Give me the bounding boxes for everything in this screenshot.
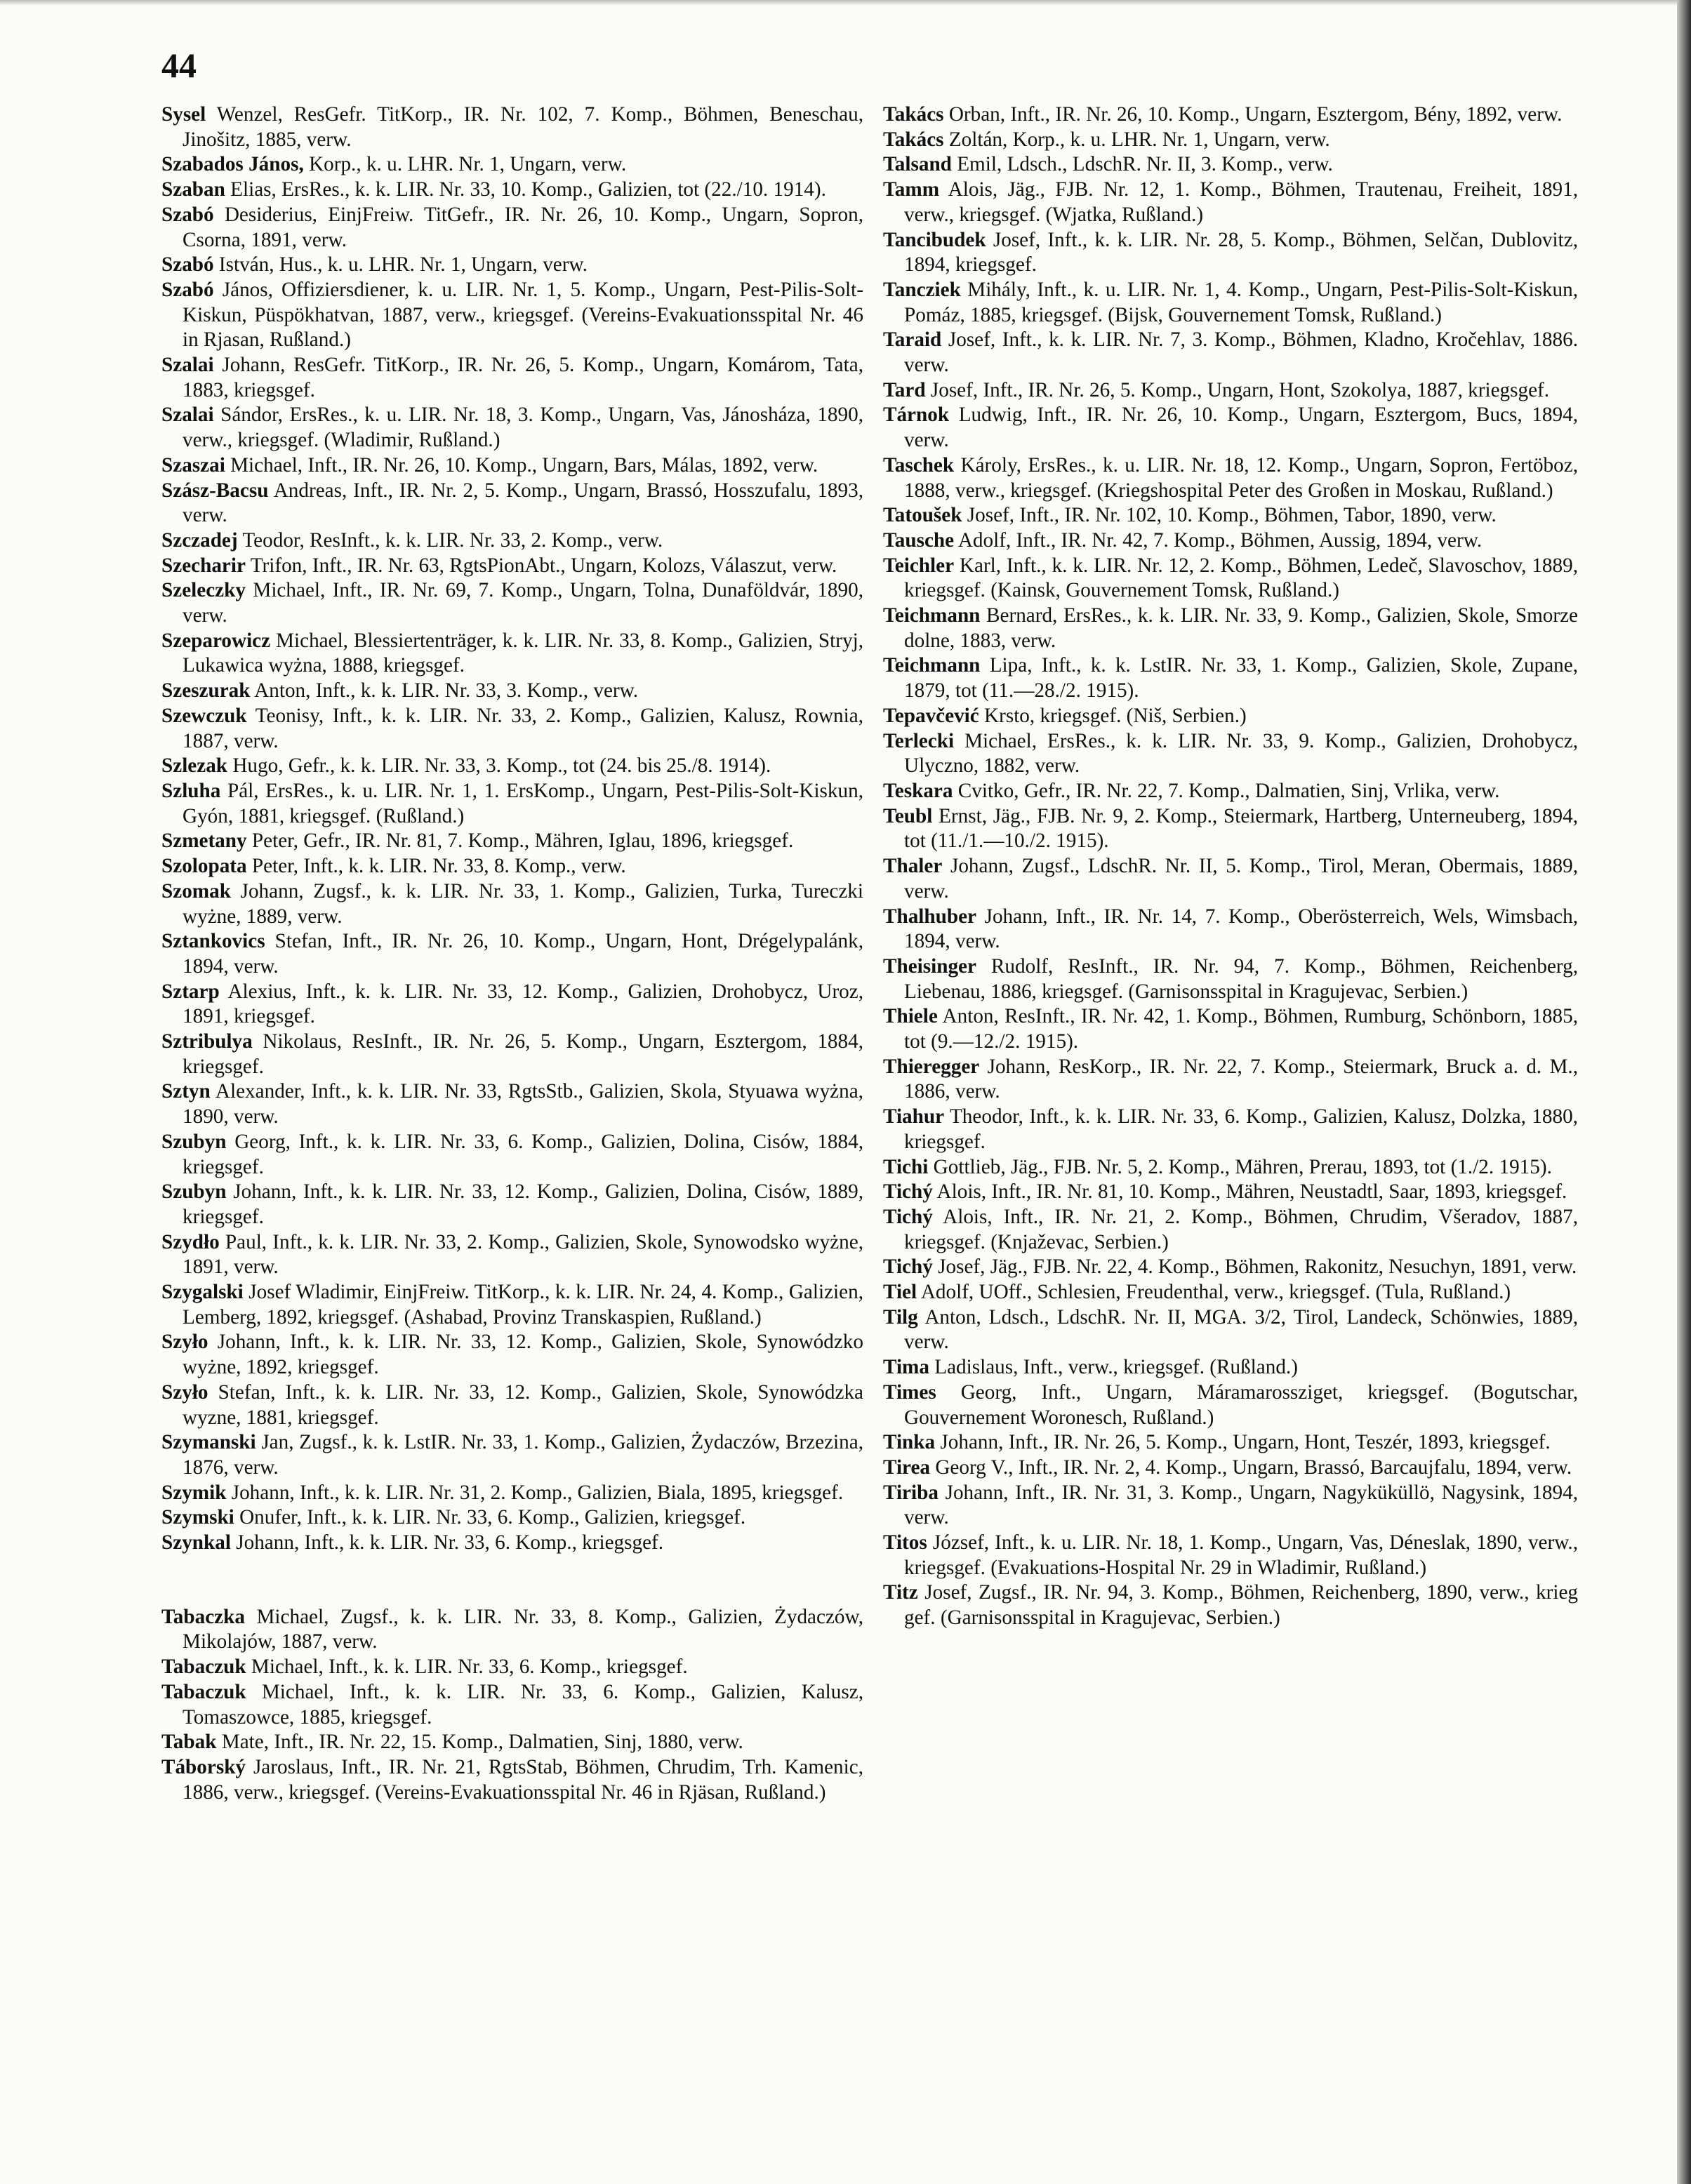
list-entry — [161, 1180, 863, 1230]
entry-name: Teichmann — [883, 654, 981, 677]
entry-name: Sztankovics — [161, 930, 265, 953]
list-entry — [161, 528, 863, 554]
list-entry — [883, 604, 1578, 653]
entry-name: Tirea — [883, 1456, 931, 1479]
entry-name: Szubyn — [161, 1130, 227, 1153]
entry-name: Tabaczuk — [161, 1680, 246, 1703]
entry-text: Hugo, Gefr., k. k. LIR. Nr. 33, 3. Komp., tot (24. bis 25./8. 1914). — [232, 754, 771, 778]
list-entry — [161, 980, 863, 1030]
list-entry — [883, 1305, 1578, 1355]
entry-name: Szolopata — [161, 855, 247, 878]
list-entry — [883, 1105, 1578, 1154]
entry-name: Szalai — [161, 354, 214, 377]
list-entry — [161, 1730, 863, 1755]
entry-text: Pál, ErsRes., k. u. LIR. Nr. 1, 1. ErsKomp., Ungarn, Pest-Pilis-Solt-Kiskun, Gyón, 1881, kriegsgef. (Rußland.) — [183, 779, 863, 827]
entry-name: Tárnok — [883, 404, 950, 427]
list-entry — [161, 1330, 863, 1380]
entry-text: Wenzel, ResGefr. TitKorp., IR. Nr. 102, 7. Komp., Böhmen, Beneschau, Jinošitz, 1885, verw. — [183, 103, 863, 151]
list-entry — [883, 1155, 1578, 1180]
list-entry — [883, 1255, 1578, 1280]
list-entry — [161, 779, 863, 829]
entry-text: Nikolaus, ResInft., IR. Nr. 26, 5. Komp., Ungarn, Esztergom, 1884, kriegsgef. — [183, 1030, 863, 1078]
list-entry — [161, 754, 863, 779]
entry-text: Rudolf, ResInft., IR. Nr. 94, 7. Komp., Böhmen, Reichenberg, Liebenau, 1886, kriegsgef. (Garnisonsspital in Kragujevac, Serbien.) — [904, 954, 1579, 1003]
list-entry — [883, 278, 1578, 328]
entry-text: Josef, Jäg., FJB. Nr. 22, 4. Komp., Böhmen, Rakonitz, Nesuchyn, 1891, verw. — [938, 1256, 1577, 1279]
list-entry — [161, 629, 863, 679]
entry-text: Johann, Zugsf., LdschR. Nr. II, 5. Komp., Tirol, Meran, Obermais, 1889, verw. — [904, 855, 1578, 903]
list-entry — [161, 1531, 863, 1556]
list-entry — [161, 829, 863, 854]
entry-name: Szabados János, — [161, 153, 304, 176]
entry-text: Josef, Inft., IR. Nr. 26, 5. Komp., Ungarn, Hont, Szokolya, 1887, kriegsgef. — [930, 378, 1550, 401]
entry-text: Stefan, Inft., k. k. LIR. Nr. 33, 12. Komp., Galizien, Skole, Synowódzka wyzne, 1881, kriegsgef. — [183, 1380, 863, 1429]
entry-name: Táborský — [161, 1756, 246, 1778]
entry-text: Gottlieb, Jäg., FJB. Nr. 5, 2. Komp., Mähren, Prerau, 1893, tot (1./2. 1915). — [933, 1155, 1552, 1178]
list-entry — [161, 1505, 863, 1531]
section-gap — [161, 1556, 863, 1605]
list-entry — [161, 203, 863, 253]
entry-name: Sztarp — [161, 980, 220, 1003]
entry-name: Szaban — [161, 178, 225, 201]
entry-name: Tinka — [883, 1431, 936, 1454]
list-entry — [883, 403, 1578, 453]
entry-name: Thiele — [883, 1005, 938, 1028]
list-entry — [883, 1380, 1578, 1430]
entry-text: Johann, Inft., IR. Nr. 31, 3. Komp., Ungarn, Nagyküküllö, Nagysink, 1894, verw. — [904, 1481, 1578, 1529]
entry-text: Alois, Inft., IR. Nr. 21, 2. Komp., Böhmen, Chrudim, Všeradov, 1887, kriegsgef. (Knjaževac, Serbien.) — [904, 1205, 1578, 1253]
entry-name: Teskara — [883, 779, 953, 802]
list-entry — [883, 1355, 1578, 1380]
list-entry — [883, 1004, 1578, 1054]
entry-name: Szymanski — [161, 1431, 256, 1454]
list-entry — [161, 1605, 863, 1655]
entry-name: Teubl — [883, 804, 933, 827]
entry-name: Tiel — [883, 1281, 917, 1304]
entry-name: Szabó — [161, 278, 214, 301]
list-entry — [161, 1230, 863, 1280]
entry-text: Desiderius, EinjFreiw. TitGefr., IR. Nr. 26, 10. Komp., Ungarn, Sopron, Csorna, 1891, verw. — [183, 203, 864, 251]
entry-name: Szydło — [161, 1230, 220, 1253]
entry-name: Szluha — [161, 779, 221, 802]
entry-text: Georg V., Inft., IR. Nr. 2, 4. Komp., Ungarn, Brassó, Barcaujfalu, 1894, verw. — [935, 1456, 1572, 1479]
list-entry — [883, 128, 1578, 153]
entry-name: Szeparowicz — [161, 629, 271, 652]
list-entry — [883, 1280, 1578, 1305]
entry-name: Talsand — [883, 153, 952, 176]
list-entry — [883, 102, 1578, 128]
entry-text: Alois, Inft., IR. Nr. 81, 10. Komp., Mähren, Neustadtl, Saar, 1893, kriegsgef. — [936, 1180, 1567, 1204]
list-entry — [161, 453, 863, 479]
list-entry — [161, 1755, 863, 1805]
entry-name: Szeleczky — [161, 579, 246, 602]
list-entry — [161, 1481, 863, 1506]
entry-name: Thaler — [883, 855, 943, 878]
entry-name: Szymski — [161, 1506, 234, 1529]
list-entry — [883, 528, 1578, 554]
list-entry — [161, 178, 863, 203]
entry-name: Taschek — [883, 453, 955, 477]
entry-text: Orban, Inft., IR. Nr. 26, 10. Komp., Ungarn, Esztergom, Bény, 1892, verw. — [948, 103, 1563, 126]
list-entry — [161, 578, 863, 628]
list-entry — [883, 453, 1578, 503]
entry-text: Michael, Blessiertenträger, k. k. LIR. Nr. 33, 8. Komp., Galizien, Stryj, Lukawica wyżna, 1888, kriegsgef. — [183, 629, 863, 677]
entry-name: Tausche — [883, 528, 955, 552]
entry-name: Tichý — [883, 1256, 933, 1279]
entry-text: Anton, ResInft., IR. Nr. 42, 1. Komp., Böhmen, Rumburg, Schönborn, 1885, tot (9.—12./2. 1915). — [904, 1005, 1578, 1053]
list-entry — [161, 1430, 863, 1480]
entry-name: Sysel — [161, 103, 206, 126]
entry-name: Tichý — [883, 1205, 933, 1228]
entry-name: Theisinger — [883, 954, 976, 978]
entry-text: Stefan, Inft., IR. Nr. 26, 10. Komp., Ungarn, Hont, Drégelypalánk, 1894, verw. — [183, 930, 864, 978]
entry-text: Michael, Inft., IR. Nr. 69, 7. Komp., Ungarn, Tolna, Dunaföldvár, 1890, verw. — [183, 579, 864, 627]
list-entry — [161, 1655, 863, 1680]
list-entry — [161, 1030, 863, 1079]
entry-text: János, Offiziersdiener, k. u. LIR. Nr. 1, 5. Komp., Ungarn, Pest-Pilis-Solt-Kiskun, Püspökhatvan, 1887, verw., kriegsgef. (Vereins-Evakuationsspital Nr. 46 in Rjasan, Rußland.) — [183, 278, 863, 352]
list-entry — [883, 1456, 1578, 1481]
entry-name: Tilg — [883, 1305, 918, 1329]
entry-name: Tamm — [883, 178, 940, 201]
scan-edge-top — [0, 0, 1691, 6]
entry-text: Zoltán, Korp., k. u. LHR. Nr. 1, Ungarn, verw. — [948, 128, 1330, 151]
entry-name: Tabaczka — [161, 1605, 245, 1628]
list-entry — [883, 1205, 1578, 1255]
entry-name: Tancibudek — [883, 228, 986, 251]
entry-text: Károly, ErsRes., k. u. LIR. Nr. 18, 12. Komp., Ungarn, Sopron, Fertöboz, 1888, verw., kriegsgef. (Kriegshospital Peter des Großen in Moskau, Rußland.) — [904, 453, 1579, 502]
list-entry — [161, 403, 863, 453]
list-entry — [883, 704, 1578, 729]
entry-text: Trifon, Inft., IR. Nr. 63, RgtsPionAbt., Ungarn, Kolozs, Válaszut, verw. — [250, 554, 837, 577]
entry-text: Anton, Inft., k. k. LIR. Nr. 33, 3. Komp., verw. — [254, 679, 639, 703]
entry-name: Sztyn — [161, 1080, 211, 1103]
entry-text: Adolf, UOff., Schlesien, Freudenthal, verw., kriegsgef. (Tula, Rußland.) — [920, 1281, 1511, 1304]
entry-text: Johann, Zugsf., k. k. LIR. Nr. 33, 1. Komp., Galizien, Turka, Tureczki wyżne, 1889, verw. — [183, 879, 863, 928]
list-entry — [883, 1055, 1578, 1105]
list-entry — [883, 1180, 1578, 1205]
entry-name: Szyło — [161, 1331, 208, 1354]
entry-name: Szmetany — [161, 830, 247, 853]
entry-text: Josef, Inft., k. k. LIR. Nr. 28, 5. Komp., Böhmen, Selčan, Dublovitz, 1894, kriegsgef. — [904, 228, 1578, 277]
list-entry — [883, 1481, 1578, 1531]
list-entry — [161, 1380, 863, 1430]
entry-name: Szabó — [161, 203, 214, 226]
entry-name: Szomak — [161, 879, 231, 903]
entry-name: Szewczuk — [161, 704, 247, 727]
list-entry — [161, 879, 863, 929]
entry-name: Szczadej — [161, 528, 238, 552]
entry-text: Michael, Inft., IR. Nr. 26, 10. Komp., Ungarn, Bars, Málas, 1892, verw. — [230, 453, 818, 477]
list-entry — [161, 278, 863, 353]
entry-name: Tabak — [161, 1731, 217, 1754]
list-entry — [883, 152, 1578, 178]
entry-text: Andreas, Inft., IR. Nr. 2, 5. Komp., Ungarn, Brassó, Hosszufalu, 1893, verw. — [183, 479, 864, 527]
entry-text: Jaroslaus, Inft., IR. Nr. 21, RgtsStab, Böhmen, Chrudim, Trh. Kamenic, 1886, verw., kriegsgef. (Vereins-Evakuationsspital Nr. 46 in Rjäsan, Rußland.) — [183, 1756, 863, 1804]
entry-text: Anton, Ldsch., LdschR. Nr. II, MGA. 3/2, Tirol, Landeck, Schönwies, 1889, verw. — [904, 1305, 1578, 1354]
right-column — [883, 102, 1578, 1631]
entry-text: Mate, Inft., IR. Nr. 22, 15. Komp., Dalmatien, Sinj, 1880, verw. — [221, 1731, 743, 1754]
entry-text: Johann, Inft., IR. Nr. 14, 7. Komp., Oberösterreich, Wels, Wimsbach, 1894, verw. — [904, 905, 1578, 953]
entry-name: Tichý — [883, 1180, 933, 1204]
entry-text: Josef Wladimir, EinjFreiw. TitKorp., k. k. LIR. Nr. 24, 4. Komp., Galizien, Lemberg, 1892, kriegsgef. (Ashabad, Provinz Transkaspien, Rußland.) — [183, 1281, 863, 1329]
list-entry — [883, 1430, 1578, 1456]
list-entry — [883, 1531, 1578, 1580]
entry-name: Szeszurak — [161, 679, 251, 703]
entry-name: Terlecki — [883, 729, 955, 752]
entry-name: Thalhuber — [883, 905, 977, 928]
entry-text: Josef, Inft., k. k. LIR. Nr. 7, 3. Komp., Böhmen, Kladno, Kročehlav, 1886. verw. — [904, 328, 1578, 377]
entry-name: Szász-Bacsu — [161, 479, 269, 502]
list-entry — [161, 102, 863, 152]
entry-text: Elias, ErsRes., k. k. LIR. Nr. 33, 10. Komp., Galizien, tot (22./10. 1914). — [230, 178, 826, 201]
entry-text: Lipa, Inft., k. k. LstIR. Nr. 33, 1. Komp., Galizien, Skole, Zupane, 1879, tot (11.—28./2. 1915). — [904, 654, 1579, 703]
entry-name: Sztribulya — [161, 1030, 253, 1053]
list-entry — [161, 854, 863, 879]
list-entry — [883, 554, 1578, 604]
entry-text: Mihály, Inft., k. u. LIR. Nr. 1, 4. Komp., Ungarn, Pest-Pilis-Solt-Kiskun, Pomáz, 1885, kriegsgef. (Bijsk, Gouvernement Tomsk, Rußland.) — [904, 278, 1579, 326]
list-entry — [883, 228, 1578, 278]
entry-name: Szecharir — [161, 554, 246, 577]
list-entry — [161, 152, 863, 178]
entry-text: Korp., k. u. LHR. Nr. 1, Ungarn, verw. — [309, 153, 627, 176]
entry-name: Tancziek — [883, 278, 961, 301]
entry-name: Titos — [883, 1531, 927, 1554]
entry-text: Teonisy, Inft., k. k. LIR. Nr. 33, 2. Komp., Galizien, Kalusz, Rownia, 1887, verw. — [183, 704, 864, 752]
list-entry — [161, 253, 863, 278]
entry-text: Ladislaus, Inft., verw., kriegsgef. (Rußland.) — [934, 1356, 1298, 1379]
entry-name: Szynkal — [161, 1531, 231, 1554]
entry-text: Onufer, Inft., k. k. LIR. Nr. 33, 6. Komp., Galizien, kriegsgef. — [239, 1506, 746, 1529]
list-entry — [161, 1680, 863, 1730]
entry-name: Thieregger — [883, 1055, 980, 1078]
entry-name: Szlezak — [161, 754, 228, 778]
entry-name: Szygalski — [161, 1281, 244, 1304]
entry-text: István, Hus., k. u. LHR. Nr. 1, Ungarn, verw. — [218, 253, 588, 277]
entry-text: Georg, Inft., Ungarn, Máramarossziget, kriegsgef. (Bogutschar, Gouvernement Woronesch, Rußland.) — [904, 1380, 1579, 1429]
list-entry — [161, 1079, 863, 1129]
list-entry — [883, 779, 1578, 804]
entry-name: Teichler — [883, 554, 955, 577]
entry-text: Johann, ResGefr. TitKorp., IR. Nr. 26, 5. Komp., Ungarn, Komárom, Tata, 1883, kriegsgef. — [183, 354, 864, 401]
entry-text: Georg, Inft., k. k. LIR. Nr. 33, 6. Komp., Galizien, Dolina, Cisów, 1884, kriegsgef. — [183, 1130, 864, 1178]
entry-text: Michael, Inft., k. k. LIR. Nr. 33, 6. Komp., kriegsgef. — [251, 1656, 688, 1679]
entry-text: Alexander, Inft., k. k. LIR. Nr. 33, RgtsStb., Galizien, Skola, Styuawa wyżna, 1890, verw. — [183, 1080, 863, 1128]
entry-name: Tiahur — [883, 1105, 945, 1128]
entry-text: Johann, Inft., k. k. LIR. Nr. 33, 12. Komp., Galizien, Dolina, Cisów, 1889, kriegsgef. — [183, 1180, 863, 1228]
entry-text: Alois, Jäg., FJB. Nr. 12, 1. Komp., Böhmen, Trautenau, Freiheit, 1891, verw., kriegsgef. (Wjatka, Rußland.) — [904, 178, 1578, 226]
entry-text: Josef, Zugsf., IR. Nr. 94, 3. Komp., Böhmen, Reichenberg, 1890, verw., krieg gef. (Garnisonsspital in Kragujevac, Serbien.) — [904, 1581, 1579, 1630]
list-entry — [161, 929, 863, 979]
list-entry — [161, 353, 863, 403]
list-entry — [883, 378, 1578, 404]
entry-text: Ernst, Jäg., FJB. Nr. 9, 2. Komp., Steiermark, Hartberg, Unterneuberg, 1894, tot (11./1.—10./2. 1915). — [904, 804, 1578, 853]
list-entry — [883, 653, 1578, 703]
entry-name: Szalai — [161, 404, 214, 427]
entry-name: Szyło — [161, 1380, 208, 1404]
entry-text: Johann, Inft., k. k. LIR. Nr. 33, 6. Komp., kriegsgef. — [236, 1531, 664, 1554]
list-entry — [161, 479, 863, 528]
entry-text: Johann, Inft., k. k. LIR. Nr. 31, 2. Komp., Galizien, Biala, 1895, kriegsgef. — [231, 1481, 844, 1504]
list-entry — [883, 178, 1578, 227]
entry-name: Tard — [883, 378, 926, 401]
list-entry — [161, 704, 863, 754]
list-entry — [161, 1280, 863, 1330]
entry-text: Teodor, ResInft., k. k. LIR. Nr. 33, 2. Komp., verw. — [242, 528, 663, 552]
entry-text: Michael, ErsRes., k. k. LIR. Nr. 33, 9. Komp., Galizien, Drohobycz, Ulyczno, 1882, verw. — [904, 729, 1579, 778]
entry-name: Takács — [883, 103, 944, 126]
entry-text: József, Inft., k. u. LIR. Nr. 18, 1. Komp., Ungarn, Vas, Déneslak, 1890, verw., kriegsgef. (Evakuations-Hospital Nr. 29 in Wladimir, Rußland.) — [904, 1531, 1579, 1579]
list-entry — [883, 503, 1578, 528]
list-entry — [883, 1580, 1578, 1630]
entry-name: Szabó — [161, 253, 214, 277]
entry-text: Theodor, Inft., k. k. LIR. Nr. 33, 6. Komp., Galizien, Kalusz, Dolzka, 1880, kriegsgef. — [904, 1105, 1578, 1153]
left-column — [161, 102, 863, 1805]
entries-t — [161, 1605, 863, 1806]
entry-name: Tima — [883, 1356, 929, 1379]
entry-name: Tabaczuk — [161, 1656, 246, 1679]
entry-name: Szymik — [161, 1481, 227, 1504]
entry-name: Takács — [883, 128, 944, 151]
entry-text: Michael, Zugsf., k. k. LIR. Nr. 33, 8. Komp., Galizien, Żydaczów, Mikolajów, 1887, verw. — [183, 1605, 863, 1653]
entry-text: Josef, Inft., IR. Nr. 102, 10. Komp., Böhmen, Tabor, 1890, verw. — [967, 504, 1497, 527]
entry-text: Johann, Inft., IR. Nr. 26, 5. Komp., Ungarn, Hont, Teszér, 1893, kriegsgef. — [940, 1431, 1551, 1454]
entry-text: Peter, Inft., k. k. LIR. Nr. 33, 8. Komp., verw. — [251, 855, 626, 878]
entry-name: Szaszai — [161, 453, 225, 477]
entry-name: Szubyn — [161, 1180, 227, 1204]
entry-text: Johann, ResKorp., IR. Nr. 22, 7. Komp., Steiermark, Bruck a. d. M., 1886, verw. — [904, 1055, 1578, 1103]
entry-name: Tepavčević — [883, 704, 979, 727]
entry-text: Jan, Zugsf., k. k. LstIR. Nr. 33, 1. Komp., Galizien, Żydaczów, Brzezina, 1876, verw. — [183, 1431, 864, 1479]
entry-text: Sándor, ErsRes., k. u. LIR. Nr. 18, 3. Komp., Ungarn, Vas, Jánosháza, 1890, verw., kriegsgef. (Wladimir, Rußland.) — [183, 404, 864, 452]
entry-name: Taraid — [883, 328, 942, 352]
entry-name: Tiriba — [883, 1481, 939, 1504]
scan-edge-right — [1677, 0, 1691, 2184]
entry-text: Michael, Inft., k. k. LIR. Nr. 33, 6. Komp., Galizien, Kalusz, Tomaszowce, 1885, kriegsgef. — [183, 1680, 864, 1729]
entry-text: Emil, Ldsch., LdschR. Nr. II, 3. Komp., verw. — [957, 153, 1333, 176]
list-entry — [161, 1130, 863, 1180]
entry-name: Teichmann — [883, 604, 981, 627]
entry-text: Bernard, ErsRes., k. k. LIR. Nr. 33, 9. Komp., Galizien, Skole, Smorze dolne, 1883, verw. — [904, 604, 1579, 652]
entry-text: Krsto, kriegsgef. (Niš, Serbien.) — [984, 704, 1247, 727]
entry-name: Tichi — [883, 1155, 929, 1178]
list-entry — [161, 554, 863, 579]
entry-text: Alexius, Inft., k. k. LIR. Nr. 33, 12. Komp., Galizien, Drohobycz, Uroz, 1891, kriegsgef. — [183, 980, 864, 1028]
entry-text: Adolf, Inft., IR. Nr. 42, 7. Komp., Böhmen, Aussig, 1894, verw. — [957, 528, 1483, 552]
entry-text: Ludwig, Inft., IR. Nr. 26, 10. Komp., Ungarn, Esztergom, Bucs, 1894, verw. — [904, 404, 1579, 452]
entries-s — [161, 102, 863, 1556]
entry-text: Peter, Gefr., IR. Nr. 81, 7. Komp., Mähren, Iglau, 1896, kriegsgef. — [251, 830, 794, 853]
list-entry — [883, 328, 1578, 378]
page-number: 44 — [161, 46, 197, 85]
entry-name: Tatoušek — [883, 504, 962, 527]
list-entry — [883, 729, 1578, 779]
entries-right — [883, 102, 1578, 1631]
entry-text: Paul, Inft., k. k. LIR. Nr. 33, 2. Komp., Galizien, Skole, Synowodsko wyżne, 1891, verw. — [183, 1230, 863, 1279]
list-entry — [883, 954, 1578, 1004]
list-entry — [883, 905, 1578, 954]
list-entry — [883, 804, 1578, 854]
list-entry — [883, 854, 1578, 904]
entry-name: Titz — [883, 1581, 918, 1604]
entry-text: Karl, Inft., k. k. LIR. Nr. 12, 2. Komp., Böhmen, Ledeč, Slavoschov, 1889, kriegsgef. (Kainsk, Gouvernement Tomsk, Rußland.) — [904, 554, 1578, 602]
entry-text: Johann, Inft., k. k. LIR. Nr. 33, 12. Komp., Galizien, Skole, Synowódzko wyżne, 1892, kriegsgef. — [183, 1331, 863, 1379]
entry-text: Cvitko, Gefr., IR. Nr. 22, 7. Komp., Dalmatien, Sinj, Vrlika, verw. — [957, 779, 1500, 802]
list-entry — [161, 679, 863, 704]
entry-name: Times — [883, 1380, 936, 1404]
